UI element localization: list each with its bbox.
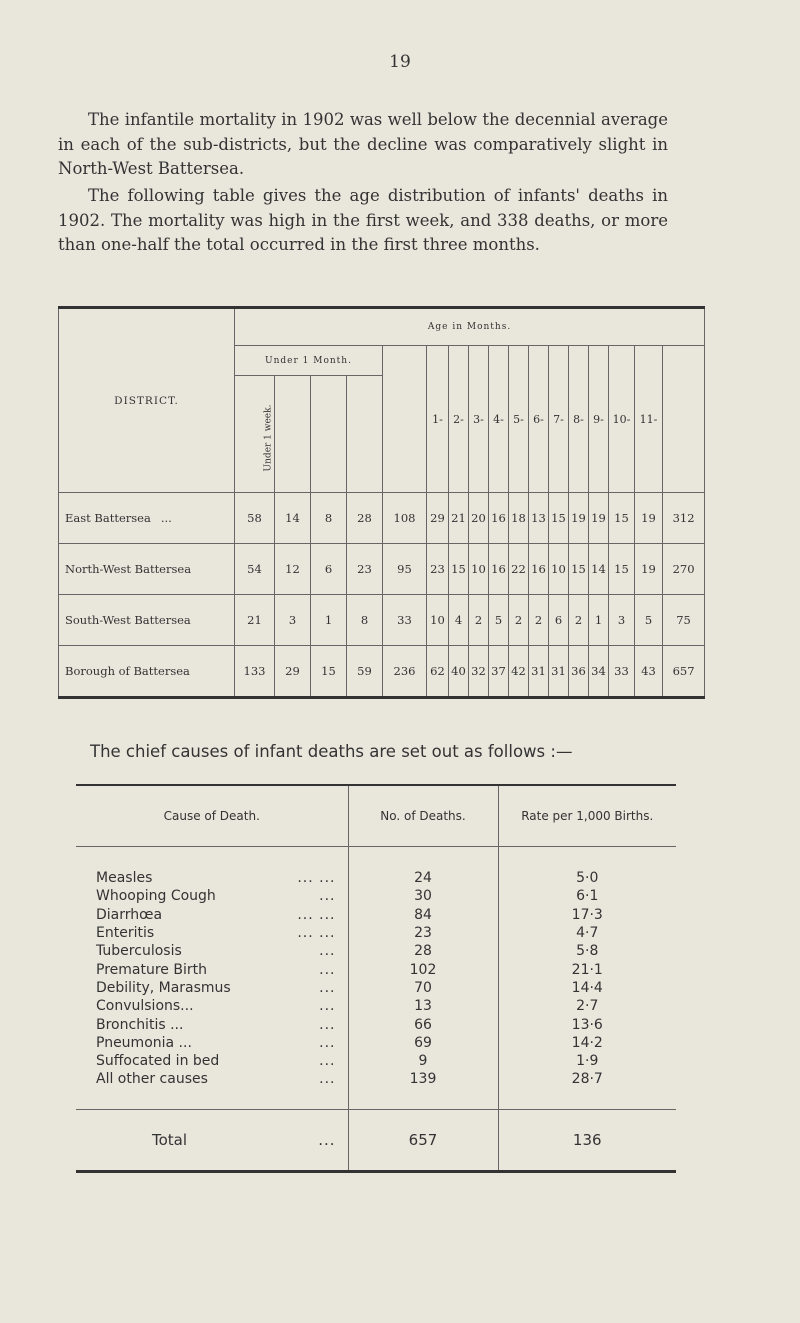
month-count: 19 — [635, 493, 663, 544]
cause-name: Debility, Marasmus ... — [96, 979, 336, 996]
month-count: 36 — [569, 646, 589, 698]
cause-name: Tuberculosis ... — [96, 943, 336, 960]
death-rate: 1·9 — [498, 1052, 676, 1070]
death-rate: 17·3 — [498, 906, 676, 924]
month-count: 13 — [529, 493, 549, 544]
month-count: 4 — [449, 595, 469, 646]
cause-header: Cause of Death. — [76, 785, 348, 847]
death-rate: 21·1 — [498, 960, 676, 978]
week-count: 14 — [275, 493, 311, 544]
month-header: 3- — [469, 346, 489, 493]
week-count: 3 — [275, 595, 311, 646]
month-count: 15 — [549, 493, 569, 544]
table-row — [76, 869, 676, 887]
month-count: 10 — [427, 595, 449, 646]
month-count: 5 — [635, 595, 663, 646]
paragraph-intro: The infantile mortality in 1902 was well below the decennial average in each of the sub-districts, but the decline was comparatively slight in North-West Battersea. — [58, 110, 668, 178]
table-row — [76, 887, 676, 905]
total-deaths: 657 — [348, 1109, 498, 1171]
table-row — [76, 997, 676, 1015]
cause-name: Whooping Cough ... — [96, 888, 336, 905]
month-header: 5- — [509, 346, 529, 493]
total-under-month: 95 — [383, 544, 427, 595]
table-row — [59, 646, 705, 698]
month-header: 6- — [529, 346, 549, 493]
month-count: 31 — [529, 646, 549, 698]
month-count: 43 — [635, 646, 663, 698]
month-count: 34 — [589, 646, 609, 698]
table-row — [76, 906, 676, 924]
month-count: 16 — [529, 544, 549, 595]
month-count: 37 — [489, 646, 509, 698]
week-count: 6 — [311, 544, 347, 595]
month-count: 2 — [529, 595, 549, 646]
month-count: 14 — [589, 544, 609, 595]
month-header: 10- — [609, 346, 635, 493]
table-row — [76, 979, 676, 997]
month-count: 15 — [609, 493, 635, 544]
cause-name: Diarrhœa ... ... — [96, 906, 336, 923]
month-count: 2 — [509, 595, 529, 646]
week-count: 1 — [311, 595, 347, 646]
death-rate: 5·0 — [498, 869, 676, 887]
age-in-months-header: Age in Months. — [235, 308, 705, 346]
cause-name: Suffocated in bed ... — [96, 1053, 336, 1070]
month-count: 16 — [489, 544, 509, 595]
month-count: 31 — [549, 646, 569, 698]
week-count: 54 — [235, 544, 275, 595]
month-count: 21 — [449, 493, 469, 544]
district-name: South-West Battersea — [59, 595, 235, 646]
death-rate: 28·7 — [498, 1070, 676, 1088]
month-count: 5 — [489, 595, 509, 646]
total-under-month-header — [383, 346, 427, 493]
table-row — [76, 1015, 676, 1033]
month-count: 19 — [569, 493, 589, 544]
total-under-year: 270 — [663, 544, 705, 595]
death-count: 9 — [348, 1052, 498, 1070]
table-row — [59, 544, 705, 595]
month-count: 1 — [589, 595, 609, 646]
death-rate: 4·7 — [498, 924, 676, 942]
death-count: 28 — [348, 942, 498, 960]
week-count: 133 — [235, 646, 275, 698]
table-row — [76, 960, 676, 978]
month-count: 3 — [609, 595, 635, 646]
month-count: 19 — [635, 544, 663, 595]
death-rate: 6·1 — [498, 887, 676, 905]
month-header: 11- — [635, 346, 663, 493]
table-row — [76, 1052, 676, 1070]
month-count: 2 — [469, 595, 489, 646]
death-count: 69 — [348, 1034, 498, 1052]
table-row — [76, 1034, 676, 1052]
month-count: 15 — [449, 544, 469, 595]
death-count: 13 — [348, 997, 498, 1015]
week-count: 21 — [235, 595, 275, 646]
week-count: 15 — [311, 646, 347, 698]
cause-name: All other causes ... — [96, 1071, 336, 1088]
month-count: 10 — [549, 544, 569, 595]
month-count: 18 — [509, 493, 529, 544]
month-count: 15 — [609, 544, 635, 595]
month-count: 19 — [589, 493, 609, 544]
week-count: 29 — [275, 646, 311, 698]
cause-name: Enteritis ... ... — [96, 925, 336, 942]
death-count: 139 — [348, 1070, 498, 1088]
month-count: 22 — [509, 544, 529, 595]
month-count: 6 — [549, 595, 569, 646]
cause-name: Pneumonia ... ... — [96, 1034, 336, 1051]
rate-header: Rate per 1,000 Births. — [498, 785, 676, 847]
cause-name: Premature Birth ... — [96, 961, 336, 978]
month-count: 42 — [509, 646, 529, 698]
death-count: 30 — [348, 887, 498, 905]
week-count: 59 — [347, 646, 383, 698]
week-count: 8 — [347, 595, 383, 646]
death-count: 24 — [348, 869, 498, 887]
month-header: 8- — [569, 346, 589, 493]
week-count: 12 — [275, 544, 311, 595]
death-count: 23 — [348, 924, 498, 942]
deaths-header: No. of Deaths. — [348, 785, 498, 847]
death-count: 102 — [348, 960, 498, 978]
table-row — [76, 924, 676, 942]
week-header: Under 1 week. — [235, 376, 275, 493]
total-rate: 136 — [498, 1109, 676, 1171]
total-under-year-header — [663, 346, 705, 493]
month-count: 40 — [449, 646, 469, 698]
paragraph-age-distribution: The following table gives the age distribution of infants' deaths in 1902. The mortality was high in the first week, and 338 deaths, or more than one-half the total occurred in the first three months. — [58, 186, 668, 254]
district-header: DISTRICT. — [59, 308, 235, 493]
district-name: North-West Battersea — [59, 544, 235, 595]
total-under-year: 75 — [663, 595, 705, 646]
death-count: 70 — [348, 979, 498, 997]
week-header — [347, 376, 383, 493]
total-label: Total ... — [152, 1130, 336, 1149]
table-row — [59, 595, 705, 646]
month-count: 20 — [469, 493, 489, 544]
death-count: 66 — [348, 1015, 498, 1033]
month-count: 33 — [609, 646, 635, 698]
month-count: 23 — [427, 544, 449, 595]
causes-caption: The chief causes of infant deaths are set out as follows :— — [90, 742, 573, 761]
month-count: 32 — [469, 646, 489, 698]
total-under-month: 108 — [383, 493, 427, 544]
death-count: 84 — [348, 906, 498, 924]
district-name: East Battersea ... — [59, 493, 235, 544]
month-count: 29 — [427, 493, 449, 544]
table-row — [59, 493, 705, 544]
total-under-month: 33 — [383, 595, 427, 646]
death-rate: 13·6 — [498, 1015, 676, 1033]
month-header: 1- — [427, 346, 449, 493]
month-count: 2 — [569, 595, 589, 646]
total-under-month: 236 — [383, 646, 427, 698]
total-under-year: 657 — [663, 646, 705, 698]
total-under-year: 312 — [663, 493, 705, 544]
month-header: 9- — [589, 346, 609, 493]
death-rate: 14·2 — [498, 1034, 676, 1052]
month-count: 16 — [489, 493, 509, 544]
total-row — [76, 1109, 676, 1171]
table-row — [76, 942, 676, 960]
age-distribution-table — [58, 306, 705, 699]
cause-name: Bronchitis ... ... — [96, 1016, 336, 1033]
week-header — [311, 376, 347, 493]
week-header — [275, 376, 311, 493]
cause-name: Measles ... ... — [96, 870, 336, 887]
week-count: 8 — [311, 493, 347, 544]
under-one-month-header: Under 1 Month. — [235, 346, 383, 376]
cause-name: Convulsions... ... — [96, 998, 336, 1015]
month-count: 62 — [427, 646, 449, 698]
page-number: 19 — [389, 52, 411, 72]
month-count: 10 — [469, 544, 489, 595]
causes-of-death-table — [76, 784, 676, 1173]
week-count: 28 — [347, 493, 383, 544]
month-count: 15 — [569, 544, 589, 595]
death-rate: 2·7 — [498, 997, 676, 1015]
week-count: 23 — [347, 544, 383, 595]
table-row — [76, 1070, 676, 1088]
month-header: 2- — [449, 346, 469, 493]
week-count: 58 — [235, 493, 275, 544]
death-rate: 5·8 — [498, 942, 676, 960]
death-rate: 14·4 — [498, 979, 676, 997]
month-header: 4- — [489, 346, 509, 493]
month-header: 7- — [549, 346, 569, 493]
district-name: Borough of Battersea — [59, 646, 235, 698]
